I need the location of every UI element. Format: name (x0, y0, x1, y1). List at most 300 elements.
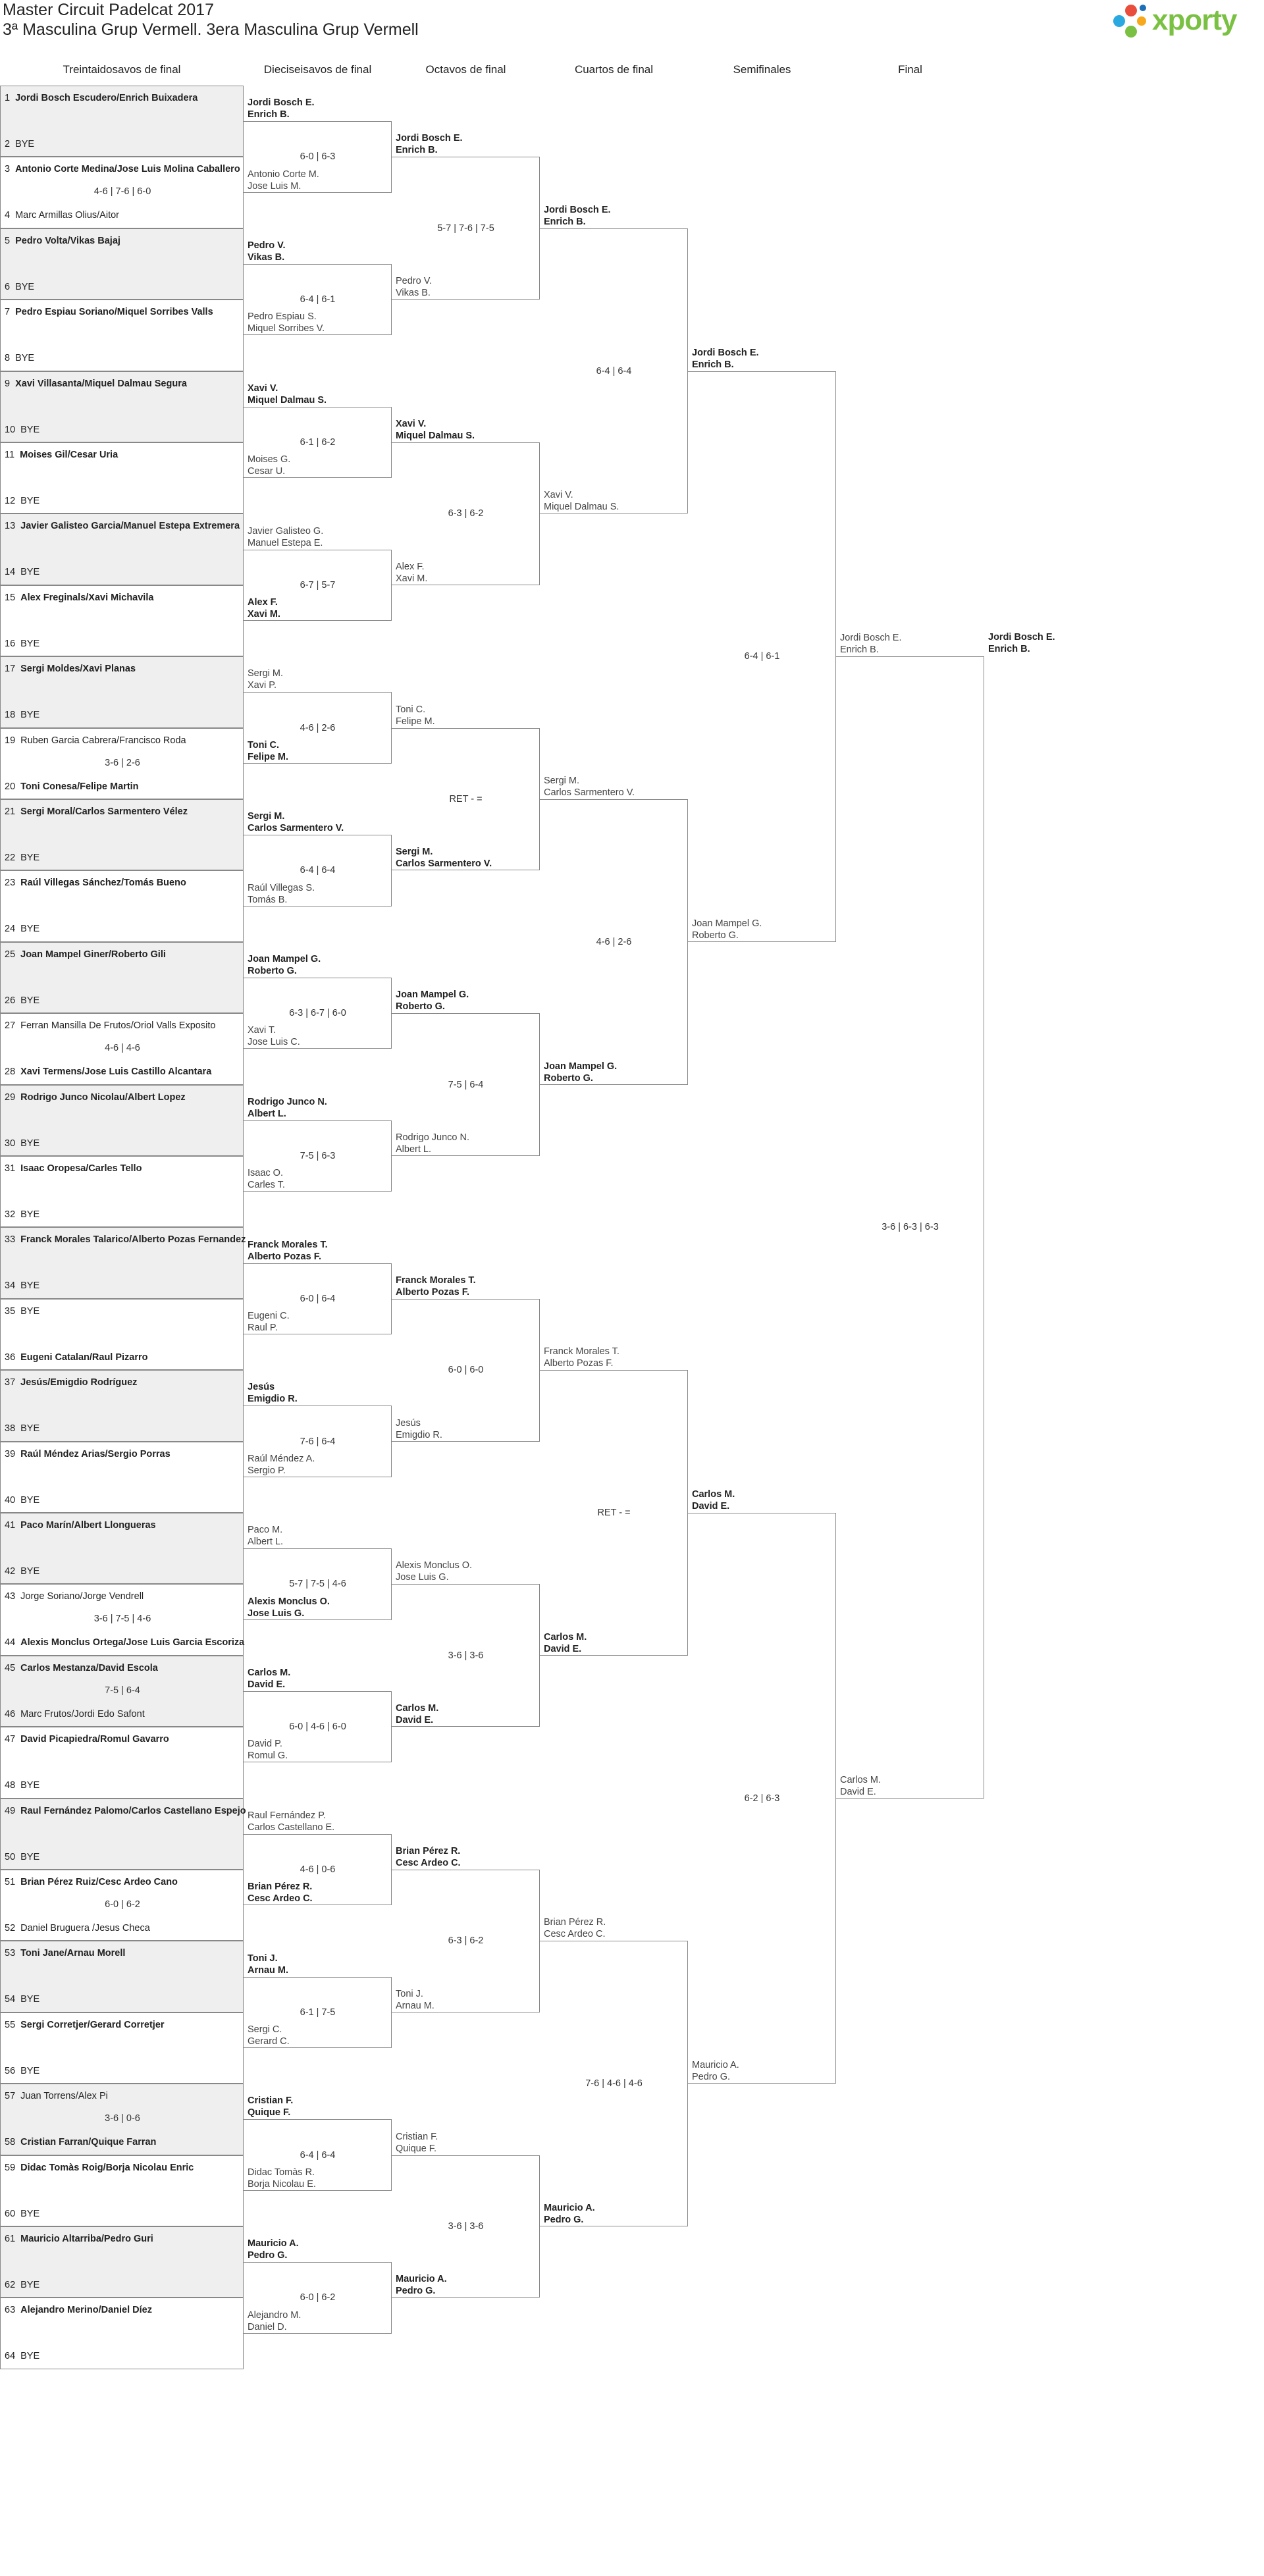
team-lower (248, 1310, 290, 1334)
team-line (5, 2305, 152, 2315)
team-line (5, 1163, 142, 1174)
first-round-match[interactable] (0, 1442, 244, 1513)
first-round-match[interactable] (0, 1085, 244, 1156)
seed-number: 42 (5, 1566, 16, 1577)
team-lower (396, 275, 432, 299)
match-score: 6-0 | 6-2 (105, 1899, 140, 1910)
team-line (5, 139, 34, 149)
player-name: Carlos M. (544, 1631, 587, 1643)
team-upper (840, 632, 902, 656)
player-name: Jordi Bosch E. (396, 133, 463, 144)
team-line (5, 995, 40, 1006)
team-lower (396, 846, 492, 870)
team-name: BYE (20, 1494, 40, 1506)
player-name: Jesús (248, 1382, 275, 1393)
team-name: Ruben Garcia Cabrera/Francisco Roda (20, 735, 186, 746)
team-line (5, 1637, 244, 1648)
first-round-match[interactable] (0, 585, 244, 656)
team-line (5, 2091, 108, 2101)
first-round-match[interactable] (0, 1370, 244, 1441)
team-line (5, 1092, 186, 1103)
team-upper (248, 1524, 283, 1548)
match-score: RET - = (597, 1507, 631, 1518)
team-upper (248, 1381, 298, 1405)
match-r1[interactable] (244, 2095, 392, 2190)
team-line (5, 2163, 194, 2173)
player-name: Alex F. (396, 561, 425, 572)
player-name: Cristian F. (396, 2131, 438, 2142)
match-score: 3-6 | 7-5 | 4-6 (93, 1614, 151, 1625)
first-round-match[interactable] (0, 1227, 244, 1298)
first-round-match[interactable] (0, 2226, 244, 2298)
player-name: Jose Luis G. (248, 1608, 305, 1619)
player-name: David E. (544, 1643, 582, 1654)
team-upper (248, 240, 286, 263)
team-name: Pedro Volta/Vikas Bajaj (15, 235, 120, 246)
team-upper (396, 1275, 476, 1298)
team-name: Raul Fernández Palomo/Carlos Castellano Espejo (20, 1805, 246, 1816)
seed-number: 17 (5, 664, 16, 675)
team-line (5, 93, 198, 103)
first-round-match[interactable] (0, 442, 244, 513)
team-line (5, 496, 40, 506)
seed-number: 33 (5, 1234, 16, 1246)
team-line (5, 1806, 246, 1816)
team-lower (248, 2024, 290, 2047)
seed-number: 47 (5, 1734, 16, 1745)
player-name: Cesc Ardeo C. (396, 1858, 461, 1868)
team-lower (396, 2273, 447, 2297)
match-score: 7-6 | 6-4 (300, 1436, 336, 1447)
first-round-match[interactable] (0, 228, 244, 300)
seed-number: 53 (5, 1948, 16, 1959)
team-line (5, 781, 139, 792)
player-name: Raúl Villegas S. (248, 882, 315, 893)
team-upper (248, 97, 315, 120)
player-name: Alejandro M. (248, 2309, 302, 2321)
team-lower (544, 1061, 617, 1084)
match-r4[interactable] (688, 1489, 836, 2084)
first-round-match[interactable] (0, 1299, 244, 1370)
player-name: Raúl Méndez A. (248, 1453, 315, 1464)
team-line (5, 521, 240, 531)
seed-number: 49 (5, 1805, 16, 1816)
player-name: David E. (840, 1786, 876, 1797)
first-round-match[interactable] (0, 799, 244, 870)
match-r3[interactable] (540, 1917, 688, 2226)
team-lower (248, 1453, 315, 1477)
first-round-match[interactable] (0, 513, 244, 585)
player-name: Carlos M. (248, 1668, 291, 1678)
seed-number: 41 (5, 1520, 16, 1531)
match-score: 6-4 | 6-4 (300, 2149, 336, 2161)
first-round-match[interactable] (0, 1156, 244, 1227)
team-name: BYE (15, 281, 35, 292)
team-name: Sergi Moldes/Xavi Planas (20, 664, 136, 675)
team-line (5, 853, 40, 863)
match-r1[interactable] (244, 1953, 392, 2048)
team-name: BYE (20, 853, 40, 863)
team-line (5, 1591, 144, 1602)
player-name: Toni J. (248, 1953, 278, 1964)
seed-number: 26 (5, 995, 16, 1006)
first-round-match[interactable] (0, 1656, 244, 1727)
team-line (5, 1852, 40, 1862)
first-round-match[interactable] (0, 942, 244, 1013)
match-r2[interactable] (392, 1846, 540, 2012)
seed-number: 22 (5, 853, 16, 863)
team-line (5, 1663, 158, 1673)
player-name: Raul P. (248, 1322, 278, 1333)
team-upper (248, 525, 323, 549)
player-name: Mauricio A. (692, 2060, 739, 2071)
match-r1[interactable] (244, 954, 392, 1049)
first-round-match[interactable] (0, 86, 244, 157)
player-name: Enrich B. (988, 644, 1030, 655)
round-header-3: Octavos de final (425, 63, 506, 76)
first-round-match[interactable] (0, 1799, 244, 1870)
team-line (5, 1280, 40, 1291)
player-name: Pedro V. (248, 240, 286, 251)
match-score: 6-1 | 7-5 (300, 2007, 336, 2018)
seed-number: 14 (5, 567, 16, 578)
team-line (5, 567, 40, 577)
player-name: Brian Pérez R. (396, 1846, 461, 1856)
player-name: Vikas B. (248, 252, 285, 263)
match-r2[interactable] (392, 2131, 540, 2298)
player-name: Romul G. (248, 1750, 288, 1762)
seed-number: 3 (5, 164, 11, 175)
team-name: BYE (15, 353, 35, 364)
tournament-title: Master Circuit Padelcat 2017 (3, 1, 214, 19)
seed-number: 10 (5, 424, 16, 435)
match-r2[interactable] (392, 704, 540, 871)
player-name: Rodrigo Junco N. (396, 1132, 470, 1143)
first-round-match[interactable] (0, 656, 244, 727)
player-name: Jesús (396, 1417, 421, 1429)
team-name: Mauricio Altarriba/Pedro Guri (20, 2234, 153, 2244)
match-score: 7-5 | 6-4 (448, 1079, 484, 1090)
seed-number: 36 (5, 1352, 16, 1363)
team-lower (248, 596, 280, 620)
match-r1[interactable] (244, 811, 392, 906)
match-r1[interactable] (244, 1810, 392, 1905)
team-line (5, 2020, 165, 2030)
player-name: Jordi Bosch E. (988, 632, 1055, 643)
team-line (5, 1520, 156, 1531)
team-name: Franck Morales Talarico/Alberto Pozas Fernandez (20, 1234, 246, 1246)
player-name: Arnau M. (248, 1964, 289, 1976)
seed-number: 54 (5, 1994, 16, 2005)
match-r2[interactable] (392, 1275, 540, 1442)
team-name: Joan Mampel Giner/Roberto Gili (20, 949, 166, 960)
seed-number: 56 (5, 2065, 16, 2076)
player-name: Carlos Castellano E. (248, 1822, 335, 1833)
team-lower (248, 1738, 288, 1762)
seed-number: 30 (5, 1138, 16, 1149)
team-lower (544, 2202, 595, 2226)
team-line (5, 282, 34, 292)
seed-number: 37 (5, 1377, 16, 1388)
seed-number: 38 (5, 1423, 16, 1434)
team-upper (396, 2131, 438, 2155)
team-name: Daniel Bruguera /Jesus Checa (20, 1923, 150, 1933)
seed-number: 18 (5, 710, 16, 721)
player-name: Paco M. (248, 1525, 283, 1536)
team-lower (248, 2309, 301, 2333)
first-round-match[interactable] (0, 2298, 244, 2369)
seed-number: 12 (5, 496, 16, 506)
seed-number: 5 (5, 235, 11, 246)
team-name: Eugeni Catalan/Raul Pizarro (20, 1352, 148, 1363)
match-score: 6-0 | 6-2 (300, 2292, 336, 2303)
team-lower (544, 489, 619, 513)
player-name: Miquel Sorribes V. (248, 323, 325, 334)
match-score: 4-6 | 4-6 (105, 1043, 140, 1054)
first-round-match[interactable] (0, 157, 244, 228)
first-round-match[interactable] (0, 1513, 244, 1584)
first-round-match[interactable] (0, 2155, 244, 2226)
team-upper (248, 1667, 290, 1691)
player-name: Sergi M. (248, 668, 283, 679)
player-name: Cesc Ardeo C. (248, 1893, 313, 1905)
first-round-match[interactable] (0, 300, 244, 371)
player-name: Alexis Monclus O. (248, 1596, 330, 1607)
first-round-match[interactable] (0, 728, 244, 799)
match-score: 4-6 | 0-6 (300, 1864, 336, 1875)
player-name: Enrich B. (248, 109, 290, 120)
team-lower (840, 1774, 881, 1798)
team-name: Isaac Oropesa/Carles Tello (20, 1163, 142, 1174)
team-name: David Picapiedra/Romul Gavarro (20, 1734, 169, 1745)
player-name: Manuel Estepa E. (248, 537, 323, 548)
seed-number: 45 (5, 1662, 16, 1673)
match-score: 7-6 | 4-6 | 4-6 (585, 2078, 643, 2090)
player-name: Brian Pérez R. (248, 1881, 313, 1893)
team-upper (396, 418, 475, 442)
match-r2[interactable] (392, 1560, 540, 1727)
first-round-match[interactable] (0, 1941, 244, 2012)
match-r1[interactable] (244, 1239, 392, 1334)
player-name: Xavi M. (248, 608, 280, 619)
match-score: 3-6 | 3-6 (448, 1650, 484, 1661)
seed-number: 7 (5, 307, 11, 318)
team-line (5, 1994, 40, 2005)
match-r1[interactable] (244, 525, 392, 621)
player-name: Emigdio R. (396, 1429, 442, 1440)
first-round-match[interactable] (0, 1727, 244, 1798)
player-name: Xavi T. (248, 1025, 276, 1036)
first-round-match[interactable] (0, 1584, 244, 1655)
team-line (5, 2280, 40, 2290)
match-r2[interactable] (392, 133, 540, 300)
team-name: BYE (20, 1280, 40, 1292)
team-line (5, 1377, 137, 1388)
player-name: Enrich B. (396, 145, 438, 156)
match-r4[interactable] (688, 347, 836, 942)
team-upper (396, 704, 435, 727)
player-name: Alex F. (248, 596, 278, 608)
round-header-5: Semifinales (733, 63, 791, 76)
player-name: Carlos M. (840, 1774, 882, 1785)
team-line (5, 353, 34, 363)
team-line (5, 164, 240, 174)
seed-number: 43 (5, 1591, 16, 1602)
player-name: Enrich B. (692, 359, 734, 370)
team-name: Raúl Villegas Sánchez/Tomás Bueno (20, 878, 186, 889)
seed-number: 19 (5, 735, 16, 746)
first-round-match[interactable] (0, 870, 244, 941)
seed-number: 23 (5, 878, 16, 889)
match-score: 5-7 | 7-6 | 7-5 (437, 223, 494, 234)
seed-number: 27 (5, 1020, 16, 1032)
team-line (5, 1020, 215, 1031)
match-r1[interactable] (244, 1382, 392, 1477)
player-name: Felipe M. (396, 716, 435, 727)
player-name: Carlos Sarmentero V. (248, 823, 344, 834)
player-name: Miquel Dalmau S. (248, 394, 327, 406)
team-line (5, 2209, 40, 2219)
player-name: Quique F. (248, 2107, 291, 2118)
match-r1[interactable] (244, 1525, 392, 1619)
player-name: Joan Mampel G. (248, 954, 321, 964)
player-name: David E. (396, 1715, 434, 1726)
match-r1[interactable] (244, 97, 392, 192)
first-round-match[interactable] (0, 371, 244, 442)
player-name: Miquel Dalmau S. (544, 502, 619, 513)
player-name: Enrich B. (840, 644, 879, 656)
match-r5[interactable] (836, 633, 984, 1798)
player-name: Roberto G. (248, 966, 297, 976)
match-score: 3-6 | 6-3 | 6-3 (882, 1222, 939, 1233)
first-round-match[interactable] (0, 2012, 244, 2084)
team-line (5, 806, 188, 817)
team-line (5, 1352, 148, 1363)
match-r1[interactable] (244, 2238, 392, 2333)
player-name: Roberto G. (544, 1072, 593, 1084)
team-lower (396, 1702, 438, 1726)
seed-number: 35 (5, 1305, 16, 1317)
player-name: Franck Morales T. (544, 1346, 619, 1357)
team-upper (248, 1096, 327, 1120)
team-lower (692, 2059, 739, 2083)
team-line (5, 592, 153, 603)
match-score: 7-5 | 6-4 (105, 1685, 140, 1696)
team-upper (248, 953, 321, 977)
team-upper (544, 775, 635, 799)
team-upper (248, 2238, 299, 2261)
seed-number: 21 (5, 806, 16, 817)
match-r1[interactable] (244, 668, 392, 763)
seed-number: 48 (5, 1780, 16, 1791)
first-round-match[interactable] (0, 1013, 244, 1084)
player-name: Toni C. (248, 739, 280, 750)
team-name: BYE (20, 710, 40, 721)
player-name: Carlos M. (396, 1703, 439, 1714)
first-round-match[interactable] (0, 2084, 244, 2155)
player-name: Xavi V. (396, 419, 427, 429)
player-name: Pedro V. (396, 276, 433, 287)
match-score: 6-4 | 6-4 (300, 865, 336, 876)
seed-number: 51 (5, 1877, 16, 1887)
seed-number: 28 (5, 1066, 16, 1078)
player-name: Cesc Ardeo C. (544, 1929, 606, 1940)
logo-text: xporty (1152, 4, 1237, 36)
team-name: Brian Pérez Ruiz/Cesc Ardeo Cano (20, 1877, 178, 1887)
player-name: Enrich B. (544, 216, 586, 227)
team-upper (396, 1560, 472, 1583)
match-r1[interactable] (244, 1668, 392, 1762)
team-lower (248, 169, 319, 192)
team-name: BYE (20, 1423, 40, 1434)
team-lower (248, 2167, 316, 2190)
player-name: Brian Pérez R. (544, 1917, 606, 1928)
team-upper (248, 668, 283, 691)
player-name: Gerard C. (248, 2036, 290, 2047)
seed-number: 44 (5, 1637, 16, 1648)
player-name: Mauricio A. (544, 2202, 595, 2213)
team-line (5, 710, 40, 720)
player-name: Xavi V. (544, 490, 573, 501)
match-r1[interactable] (244, 382, 392, 478)
seed-number: 64 (5, 2351, 16, 2362)
player-name: Jose Luis C. (248, 1037, 300, 1048)
team-line (5, 1066, 211, 1077)
team-name: BYE (20, 638, 40, 649)
seed-number: 32 (5, 1209, 16, 1220)
player-name: Carles T. (248, 1180, 285, 1191)
team-upper (248, 1953, 288, 1976)
match-score: 7-5 | 6-3 (300, 1150, 336, 1161)
team-name: Rodrigo Junco Nicolau/Albert Lopez (20, 1091, 186, 1103)
team-name: BYE (20, 1994, 40, 2005)
team-lower (396, 1132, 469, 1155)
player-name: Isaac O. (248, 1168, 283, 1179)
team-name: BYE (15, 139, 35, 149)
player-name: Alberto Pozas F. (544, 1358, 614, 1369)
team-line (5, 639, 40, 649)
player-name: Franck Morales T. (248, 1239, 328, 1250)
team-lower (248, 1024, 300, 1048)
team-line (5, 1923, 150, 1933)
round-header-6: Final (898, 63, 922, 76)
player-name: Rodrigo Junco N. (248, 1096, 327, 1107)
first-round-match[interactable] (0, 1870, 244, 1941)
match-r2[interactable] (392, 419, 540, 585)
player-name: Jordi Bosch E. (840, 633, 902, 644)
player-name: Tomás B. (248, 894, 288, 905)
match-score: 6-4 | 6-4 (596, 365, 632, 377)
player-name: Jordi Bosch E. (544, 204, 611, 215)
team-upper (248, 810, 344, 834)
player-name: Alberto Pozas F. (248, 1251, 321, 1262)
match-r3[interactable] (540, 204, 688, 514)
team-line (5, 1566, 40, 1577)
team-line (5, 878, 186, 888)
player-name: Arnau M. (396, 2000, 434, 2011)
team-upper (544, 1916, 606, 1940)
team-name: Juan Torrens/Alex Pi (20, 2091, 108, 2102)
match-r1[interactable] (244, 1096, 392, 1192)
seed-number: 59 (5, 2162, 16, 2173)
match-score: 6-0 | 6-4 (300, 1293, 336, 1304)
match-r1[interactable] (244, 240, 392, 335)
match-r3[interactable] (540, 1346, 688, 1656)
match-r3[interactable] (540, 775, 688, 1085)
match-r2[interactable] (392, 989, 540, 1156)
team-name: Sergi Corretjer/Gerard Corretjer (20, 2019, 165, 2030)
player-name: Antonio Corte M. (248, 169, 319, 180)
